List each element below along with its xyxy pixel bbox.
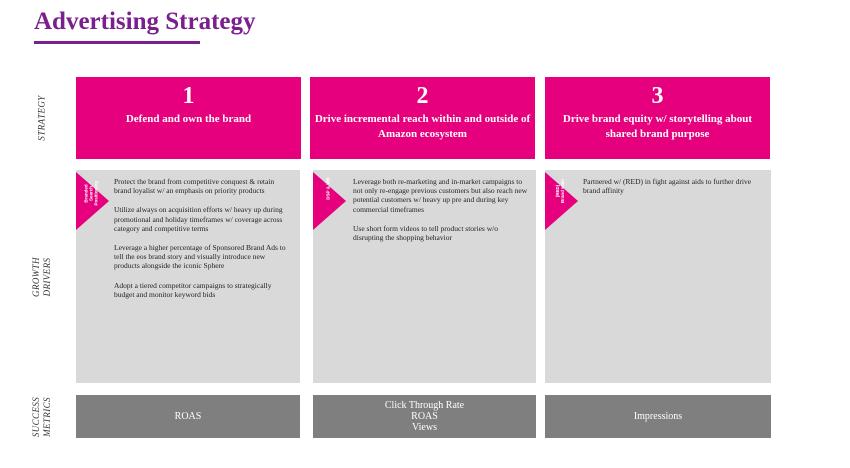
driver-bullets (353, 177, 528, 252)
success-metric-card-2 (313, 395, 536, 438)
success-metric-card-3 (545, 395, 771, 438)
driver-bullets (583, 177, 763, 205)
strategy-number: 2 (416, 83, 429, 109)
driver-bullet: Utilize always on acquisition efforts w/ heavy up during promotional and holiday timeframes w/ coverage across category and competitive terms (114, 205, 283, 233)
driver-bullet: Adopt a tiered competitor campaigns to strategically budget and monitor keyword bids (114, 280, 272, 299)
page-title: Advertising Strategy (34, 8, 256, 35)
driver-tag-label: DSP & VIB (325, 177, 331, 200)
metric-item: Views (412, 422, 437, 433)
driver-bullet: Partnered w/ (RED) in fight against aids to further drive brand affinity (583, 177, 752, 196)
row-label-success-metrics: SUCCESS METRICS (31, 396, 52, 437)
driver-bullet: Protect the brand from competitive conquest & retain brand loyalist w/ an emphasis on priority products (114, 177, 275, 196)
row-label-strategy: STRATEGY (36, 95, 47, 141)
strategy-number: 1 (182, 83, 195, 109)
strategy-card-3 (545, 77, 770, 159)
driver-tag-label: (RED) Brand Halo (555, 178, 565, 203)
driver-bullet: Leverage both re-marketing and in-market campaigns to not only re-engage previous customers but also reach new potential customers w/ heavy up pre and during key commercial timeframes (353, 177, 528, 214)
strategy-title: Drive incremental reach within and outside of Amazon ecosystem (314, 113, 531, 140)
driver-bullets (114, 177, 292, 309)
strategy-title: Defend and own the brand (125, 113, 252, 125)
growth-driver-card-1 (76, 170, 300, 383)
metric-item: ROAS (411, 411, 438, 422)
strategy-number: 3 (651, 83, 664, 109)
growth-driver-card-3 (545, 170, 771, 383)
growth-driver-card-2 (313, 170, 536, 383)
metric-item: ROAS (174, 411, 202, 422)
row-label-growth-drivers: GROWTH DRIVERS (31, 256, 52, 297)
metric-item: Click Through Rate (384, 400, 465, 411)
success-metric-card-1 (76, 395, 300, 438)
strategy-card-1 (76, 77, 301, 159)
metric-item: Impressions (633, 411, 683, 422)
strategy-title: Drive brand equity w/ storytelling about shared brand purpose (562, 113, 753, 140)
driver-bullet: Use short form videos to tell product stories w/o disrupting the shopping behavior (353, 223, 498, 243)
strategy-card-2 (310, 77, 535, 159)
title-underline (34, 41, 200, 44)
driver-bullet: Leverage a higher percentage of Sponsored Brand Ads to tell the eos brand story and visually introduce new products alongside the iconic Sphere (114, 243, 286, 271)
driver-tag-label: Branded Search Positioning (83, 181, 99, 206)
